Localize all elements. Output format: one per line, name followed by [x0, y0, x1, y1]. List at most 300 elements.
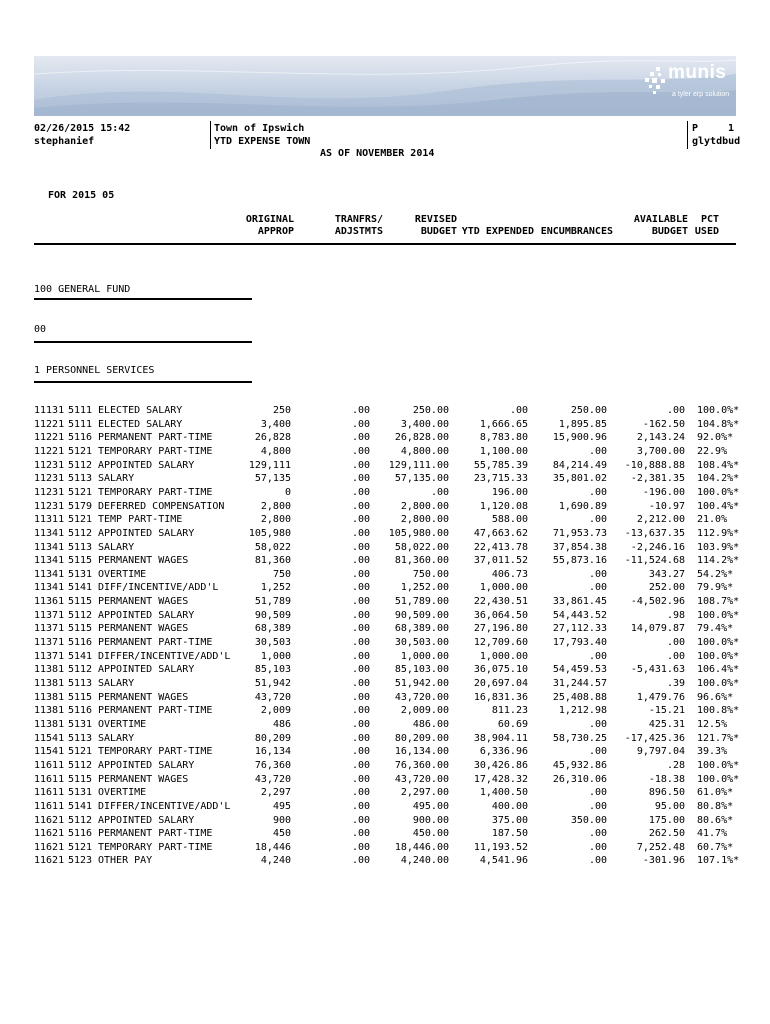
original-approp: 105,980 [248, 527, 291, 539]
encumbrances: 26,310.06 [552, 773, 607, 785]
ytd-expended: 36,075.10 [473, 664, 528, 676]
revised-budget: 85,103.00 [394, 664, 449, 676]
ytd-expended: 17,428.32 [473, 773, 528, 785]
encumbrances: .00 [588, 800, 607, 812]
tranfrs-adjstmts: .00 [351, 486, 370, 498]
header-divider-right [687, 121, 688, 149]
original-approp: 4,800 [260, 445, 291, 457]
org-code: 11611 [34, 759, 65, 771]
table-row [0, 581, 770, 595]
line-description: PERMANENT PART-TIME [98, 705, 213, 717]
encumbrances: 1,690.89 [558, 500, 607, 512]
tranfrs-adjstmts: .00 [351, 787, 370, 799]
revised-budget: 68,389.00 [394, 623, 449, 635]
revised-budget: 51,942.00 [394, 678, 449, 689]
original-approp: 2,800 [260, 514, 291, 526]
available-budget: 1,479.76 [636, 691, 685, 703]
original-approp: 80,209 [254, 732, 291, 744]
pct-used: 41.7% [697, 828, 728, 840]
revised-budget: 90,509.00 [394, 609, 449, 621]
as-of-date: AS OF NOVEMBER 2014 [320, 148, 435, 159]
pct-used: 22.9% [697, 445, 728, 457]
available-budget: 95.00 [654, 800, 685, 812]
pct-used: 21.0% [697, 514, 728, 526]
pct-used: 61.0%* [697, 787, 734, 799]
line-description: SALARY [98, 732, 135, 744]
ytd-expended: 1,000.00 [479, 650, 528, 662]
revised-budget: 2,800.00 [400, 500, 449, 512]
object-code: 5115 [68, 555, 93, 567]
ytd-expended: 187.50 [491, 828, 528, 840]
org-code: 11381 [34, 705, 65, 717]
line-description: OVERTIME [98, 787, 147, 799]
encumbrances: 71,953.73 [552, 527, 607, 539]
object-code: 5116 [68, 637, 93, 649]
line-description: DIFFER/INCENTIVE/ADD'L [98, 800, 231, 812]
tranfrs-adjstmts: .00 [351, 432, 370, 444]
original-approp: 3,400 [260, 418, 291, 430]
org-code: 11371 [34, 623, 65, 635]
object-code: 5113 [68, 473, 93, 485]
line-description: PERMANENT WAGES [98, 596, 189, 608]
tranfrs-adjstmts: .00 [351, 500, 370, 512]
available-budget: -4,502.96 [630, 596, 685, 608]
tranfrs-adjstmts: .00 [351, 705, 370, 717]
org-code: 11341 [34, 527, 65, 539]
line-description: TEMPORARY PART-TIME [98, 841, 213, 853]
available-budget: .28 [666, 759, 685, 771]
org-code: 11541 [34, 732, 65, 744]
ytd-expended: 23,715.33 [473, 473, 528, 485]
line-description: SALARY [98, 678, 135, 689]
object-code: 5113 [68, 732, 93, 744]
revised-budget: 43,720.00 [394, 691, 449, 703]
line-description: OVERTIME [98, 568, 147, 580]
line-description: PERMANENT WAGES [98, 555, 189, 567]
encumbrances: .00 [588, 568, 607, 580]
available-budget: -18.38 [648, 773, 685, 785]
revised-budget: 80,209.00 [394, 732, 449, 744]
available-budget: -5,431.63 [630, 664, 685, 676]
original-approp: 30,503 [254, 637, 291, 649]
org-code: 11371 [34, 637, 65, 649]
revised-budget: 51,789.00 [394, 596, 449, 608]
org-code: 11611 [34, 773, 65, 785]
encumbrances: 45,932.86 [552, 759, 607, 771]
revised-budget: 18,446.00 [394, 841, 449, 853]
pct-used: 79.4%* [697, 623, 734, 635]
table-row [0, 636, 770, 650]
revised-budget: 1,252.00 [400, 582, 449, 594]
table-row [0, 650, 770, 664]
org-code: 11381 [34, 664, 65, 676]
available-budget: 14,079.87 [630, 623, 685, 635]
available-budget: -162.50 [642, 418, 685, 430]
table-row [0, 486, 770, 500]
org-code: 11381 [34, 718, 65, 730]
ytd-expended: 406.73 [491, 568, 528, 580]
available-budget: .00 [666, 637, 685, 649]
available-budget: -2,246.16 [630, 541, 685, 553]
revised-budget: 30,503.00 [394, 637, 449, 649]
org-code: 11371 [34, 609, 65, 621]
revised-budget: 76,360.00 [394, 759, 449, 771]
table-row [0, 554, 770, 568]
table-row [0, 513, 770, 527]
col-header-revised-budget: REVISED BUDGET [414, 214, 457, 237]
original-approp: 16,134 [254, 746, 291, 758]
category-underline [34, 381, 252, 383]
revised-budget: 16,134.00 [394, 746, 449, 758]
available-budget: 343.27 [648, 568, 685, 580]
object-code: 5113 [68, 678, 93, 689]
revised-budget: 750.00 [412, 568, 449, 580]
line-description: APPOINTED SALARY [98, 664, 195, 676]
line-description: TEMPORARY PART-TIME [98, 746, 213, 758]
encumbrances: .00 [588, 718, 607, 730]
table-row [0, 773, 770, 787]
original-approp: 51,789 [254, 596, 291, 608]
original-approp: 90,509 [254, 609, 291, 621]
org-code: 11231 [34, 486, 65, 498]
org-code: 11221 [34, 445, 65, 457]
pct-used: 100.0%* [697, 405, 740, 416]
available-budget: 896.50 [648, 787, 685, 799]
encumbrances: .00 [588, 445, 607, 457]
org-code: 11381 [34, 678, 65, 689]
header-divider-left [210, 121, 211, 149]
object-code: 5112 [68, 459, 93, 471]
object-code: 5112 [68, 664, 93, 676]
org-code: 11621 [34, 841, 65, 853]
encumbrances: .00 [588, 787, 607, 799]
tranfrs-adjstmts: .00 [351, 691, 370, 703]
table-row [0, 814, 770, 828]
table-row [0, 854, 770, 868]
ytd-expended: .00 [509, 405, 528, 416]
org-code: 11221 [34, 432, 65, 444]
object-code: 5141 [68, 650, 93, 662]
line-description: PERMANENT PART-TIME [98, 637, 213, 649]
object-code: 5131 [68, 568, 93, 580]
line-description: DIFF/INCENTIVE/ADD'L [98, 582, 219, 594]
object-code: 5121 [68, 514, 93, 526]
line-description: PERMANENT WAGES [98, 691, 189, 703]
pct-used: 39.3% [697, 746, 728, 758]
org-code: 11361 [34, 596, 65, 608]
available-budget: 262.50 [648, 828, 685, 840]
original-approp: 900 [272, 814, 291, 826]
object-code: 5116 [68, 705, 93, 717]
pct-used: 79.9%* [697, 582, 734, 594]
report-code: glytdbud [692, 136, 741, 147]
line-description: DEFERRED COMPENSATION [98, 500, 225, 512]
org-code: 11541 [34, 746, 65, 758]
pct-used: 60.7%* [697, 841, 734, 853]
original-approp: 495 [272, 800, 291, 812]
original-approp: 486 [272, 718, 291, 730]
revised-budget: .00 [430, 486, 449, 498]
report-datetime: 02/26/2015 15:42 [34, 123, 131, 134]
revised-budget: 58,022.00 [394, 541, 449, 553]
available-budget: .00 [666, 650, 685, 662]
available-budget: 3,700.00 [636, 445, 685, 457]
tranfrs-adjstmts: .00 [351, 759, 370, 771]
encumbrances: .00 [588, 582, 607, 594]
table-row [0, 841, 770, 855]
available-budget: -196.00 [642, 486, 685, 498]
logo-text: munis [668, 62, 727, 83]
original-approp: 43,720 [254, 773, 291, 785]
col-header-original-approp: ORIGINAL APPROP [245, 214, 294, 237]
org-code: 11371 [34, 650, 65, 662]
table-row [0, 418, 770, 432]
revised-budget: 43,720.00 [394, 773, 449, 785]
ytd-expended: 811.23 [491, 705, 528, 717]
tranfrs-adjstmts: .00 [351, 732, 370, 744]
pct-used: 100.4%* [697, 500, 740, 512]
ytd-expended: 400.00 [491, 800, 528, 812]
tranfrs-adjstmts: .00 [351, 841, 370, 853]
pct-used: 112.9%* [697, 527, 740, 539]
col-header-encumbrances: ENCUMBRANCES [540, 226, 613, 237]
pct-used: 92.0%* [697, 432, 734, 444]
pct-used: 12.5% [697, 718, 728, 730]
encumbrances: 27,112.33 [552, 623, 607, 635]
ytd-expended: 1,120.08 [479, 500, 528, 512]
available-budget: 2,212.00 [636, 514, 685, 526]
encumbrances: 58,730.25 [552, 732, 607, 744]
table-row [0, 663, 770, 677]
encumbrances: .00 [588, 841, 607, 853]
ytd-expended: 1,666.65 [479, 418, 528, 430]
original-approp: 2,009 [260, 705, 291, 717]
table-row [0, 609, 770, 623]
available-budget: 175.00 [648, 814, 685, 826]
ytd-expended: 55,785.39 [473, 459, 528, 471]
line-description: OVERTIME [98, 718, 147, 730]
tranfrs-adjstmts: .00 [351, 541, 370, 553]
revised-budget: 105,980.00 [388, 527, 449, 539]
pct-used: 114.2%* [697, 555, 740, 567]
line-description: PERMANENT WAGES [98, 773, 189, 785]
original-approp: 81,360 [254, 555, 291, 567]
object-code: 5131 [68, 787, 93, 799]
encumbrances: 25,408.88 [552, 691, 607, 703]
tranfrs-adjstmts: .00 [351, 664, 370, 676]
org-code: 11231 [34, 500, 65, 512]
ytd-expended: 1,100.00 [479, 445, 528, 457]
pct-used: 100.0%* [697, 678, 740, 689]
ytd-expended: 38,904.11 [473, 732, 528, 744]
department-heading: 00 [34, 324, 47, 335]
line-description: APPOINTED SALARY [98, 814, 195, 826]
line-description: DIFFER/INCENTIVE/ADD'L [98, 650, 231, 662]
tranfrs-adjstmts: .00 [351, 514, 370, 526]
pct-used: 100.0%* [697, 609, 740, 621]
encumbrances: 37,854.38 [552, 541, 607, 553]
revised-budget: 2,297.00 [400, 787, 449, 799]
encumbrances: 1,212.98 [558, 705, 607, 717]
table-row [0, 718, 770, 732]
pct-used: 121.7%* [697, 732, 740, 744]
revised-budget: 57,135.00 [394, 473, 449, 485]
report-title: YTD EXPENSE TOWN [214, 136, 311, 147]
line-description: PERMANENT WAGES [98, 623, 189, 635]
ytd-expended: 588.00 [491, 514, 528, 526]
encumbrances: 31,244.57 [552, 678, 607, 689]
original-approp: 26,828 [254, 432, 291, 444]
category-heading: 1 PERSONNEL SERVICES [34, 365, 155, 376]
logo-dots-icon [644, 67, 668, 95]
fund-heading: 100 GENERAL FUND [34, 284, 131, 295]
tranfrs-adjstmts: .00 [351, 828, 370, 840]
original-approp: 57,135 [254, 473, 291, 485]
org-code: 11621 [34, 855, 65, 867]
table-row [0, 759, 770, 773]
revised-budget: 4,240.00 [400, 855, 449, 867]
object-code: 5115 [68, 623, 93, 635]
original-approp: 450 [272, 828, 291, 840]
encumbrances: 350.00 [570, 814, 607, 826]
banner-wave-graphic [34, 56, 736, 116]
original-approp: 129,111 [248, 459, 291, 471]
object-code: 5115 [68, 773, 93, 785]
page-number: 1 [728, 123, 735, 134]
object-code: 5111 [68, 405, 93, 416]
ytd-expended: 27,196.80 [473, 623, 528, 635]
available-budget: 9,797.04 [636, 746, 685, 758]
organization-name: Town of Ipswich [214, 123, 305, 134]
org-code: 11311 [34, 514, 65, 526]
available-budget: .00 [666, 405, 685, 416]
original-approp: 43,720 [254, 691, 291, 703]
tranfrs-adjstmts: .00 [351, 596, 370, 608]
col-header-ytd-expended: YTD EXPENDED [461, 226, 534, 237]
pct-used: 100.0%* [697, 650, 740, 662]
available-budget: -11,524.68 [624, 555, 685, 567]
ytd-expended: 196.00 [491, 486, 528, 498]
tranfrs-adjstmts: .00 [351, 609, 370, 621]
ytd-expended: 12,709.60 [473, 637, 528, 649]
line-description: TEMPORARY PART-TIME [98, 486, 213, 498]
pct-used: 96.6%* [697, 691, 734, 703]
object-code: 5116 [68, 828, 93, 840]
table-row [0, 472, 770, 486]
org-code: 11341 [34, 582, 65, 594]
original-approp: 18,446 [254, 841, 291, 853]
org-code: 11231 [34, 473, 65, 485]
ytd-expended: 4,541.96 [479, 855, 528, 867]
org-code: 11611 [34, 800, 65, 812]
org-code: 11221 [34, 418, 65, 430]
encumbrances: .00 [588, 746, 607, 758]
ytd-expended: 375.00 [491, 814, 528, 826]
fiscal-period: FOR 2015 05 [48, 190, 115, 201]
line-description: TEMPORARY PART-TIME [98, 445, 213, 457]
available-budget: 2,143.24 [636, 432, 685, 444]
tranfrs-adjstmts: .00 [351, 527, 370, 539]
col-header-pct-used: PCT USED [694, 214, 719, 237]
org-code: 11341 [34, 555, 65, 567]
pct-used: 100.8%* [697, 705, 740, 717]
tranfrs-adjstmts: .00 [351, 582, 370, 594]
tranfrs-adjstmts: .00 [351, 746, 370, 758]
pct-used: 100.0%* [697, 759, 740, 771]
pct-used: 104.8%* [697, 418, 740, 430]
encumbrances: 33,861.45 [552, 596, 607, 608]
object-code: 5112 [68, 609, 93, 621]
original-approp: 1,252 [260, 582, 291, 594]
available-budget: -13,637.35 [624, 527, 685, 539]
revised-budget: 3,400.00 [400, 418, 449, 430]
encumbrances: .00 [588, 650, 607, 662]
line-description: ELECTED SALARY [98, 418, 183, 430]
object-code: 5141 [68, 582, 93, 594]
table-row [0, 431, 770, 445]
ytd-expended: 47,663.62 [473, 527, 528, 539]
pct-used: 100.0%* [697, 773, 740, 785]
object-code: 5112 [68, 759, 93, 771]
page-label: P [692, 123, 699, 134]
revised-budget: 2,800.00 [400, 514, 449, 526]
original-approp: 58,022 [254, 541, 291, 553]
revised-budget: 495.00 [412, 800, 449, 812]
tranfrs-adjstmts: .00 [351, 623, 370, 635]
table-row [0, 527, 770, 541]
revised-budget: 81,360.00 [394, 555, 449, 567]
ytd-expended: 37,011.52 [473, 555, 528, 567]
table-row [0, 541, 770, 555]
encumbrances: 17,793.40 [552, 637, 607, 649]
encumbrances: 15,900.96 [552, 432, 607, 444]
pct-used: 106.4%* [697, 664, 740, 676]
revised-budget: 450.00 [412, 828, 449, 840]
table-row [0, 745, 770, 759]
table-row [0, 500, 770, 514]
header-rule [34, 243, 736, 245]
original-approp: 51,942 [254, 678, 291, 689]
pct-used: 54.2%* [697, 568, 734, 580]
available-budget: -10.97 [648, 500, 685, 512]
encumbrances: 35,801.02 [552, 473, 607, 485]
line-description: ELECTED SALARY [98, 405, 183, 416]
object-code: 5112 [68, 527, 93, 539]
available-budget: .39 [666, 678, 685, 689]
tranfrs-adjstmts: .00 [351, 678, 370, 689]
line-description: APPOINTED SALARY [98, 609, 195, 621]
original-approp: 2,800 [260, 500, 291, 512]
tranfrs-adjstmts: .00 [351, 459, 370, 471]
object-code: 5121 [68, 841, 93, 853]
encumbrances: 84,214.49 [552, 459, 607, 471]
table-row [0, 445, 770, 459]
pct-used: 108.7%* [697, 596, 740, 608]
line-description: SALARY [98, 541, 135, 553]
table-row [0, 827, 770, 841]
revised-budget: 2,009.00 [400, 705, 449, 717]
object-code: 5123 [68, 855, 93, 867]
pct-used: 107.1%* [697, 855, 740, 867]
table-row [0, 704, 770, 718]
table-row [0, 622, 770, 636]
tranfrs-adjstmts: .00 [351, 814, 370, 826]
ytd-expended: 11,193.52 [473, 841, 528, 853]
revised-budget: 26,828.00 [394, 432, 449, 444]
ytd-expended: 20,697.04 [473, 678, 528, 689]
line-description: OTHER PAY [98, 855, 153, 867]
line-description: PERMANENT PART-TIME [98, 432, 213, 444]
